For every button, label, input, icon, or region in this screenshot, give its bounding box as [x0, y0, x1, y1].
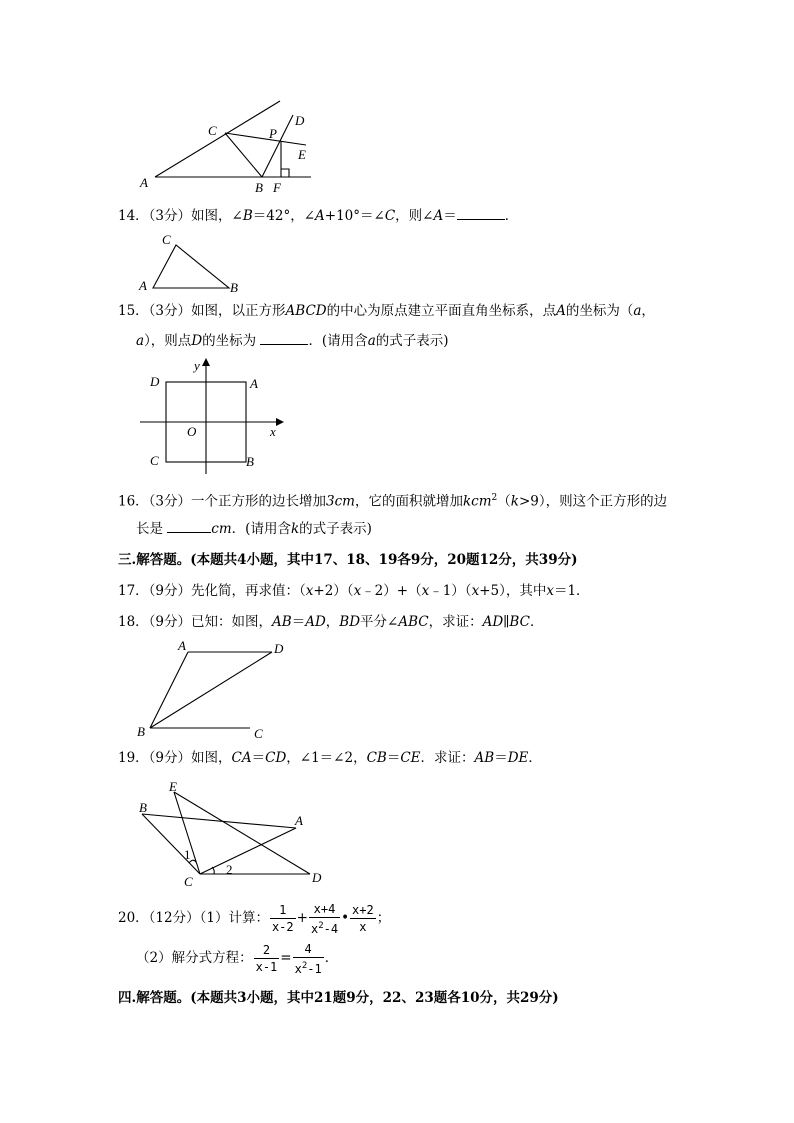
label-C: C	[162, 232, 171, 247]
label-F: F	[273, 180, 281, 195]
triangle-ABC	[153, 245, 229, 288]
label-A: A	[139, 278, 147, 293]
fraction-2: $\frac{x+4}{x^2-4}$	[310, 901, 339, 936]
section-3-heading: 三.解答题。(本题共4小题，其中17、18、19各9分，20题12分，共39分)	[118, 552, 578, 568]
angle-1-label: 1	[184, 847, 191, 862]
label-A: A	[295, 813, 303, 828]
label-B: B	[246, 454, 254, 469]
label-B: B	[230, 280, 238, 295]
segment-CE	[225, 133, 306, 145]
question-14: 14．（3分）如图，∠B＝42°，∠A+10°＝∠C，则∠A＝ ．	[118, 208, 519, 224]
label-C: C	[184, 874, 193, 889]
figure-q19	[132, 776, 332, 891]
question-17: 17．（9分）先化简，再求值：（x+2）（x﹣2）+（x﹣1）（x+5），其中x＝1．	[118, 583, 590, 599]
segment-BC	[142, 814, 200, 874]
label-D: D	[150, 374, 160, 389]
label-A: A	[140, 175, 148, 190]
segment-BA	[142, 814, 296, 828]
label-y: y	[194, 358, 200, 373]
right-angle-mark	[281, 169, 289, 177]
line-AC-ray	[155, 101, 280, 177]
question-16-line2: 长是 cm．(请用含k的式子表示)	[136, 521, 372, 537]
label-B: B	[137, 724, 145, 739]
figure-q18	[134, 636, 284, 741]
question-16-line1: 16．（3分）一个正方形的边长增加3cm，它的面积就增加kcm$^2$（k>9），则这个正方形的边	[118, 493, 668, 510]
segment-BD	[262, 115, 293, 177]
label-B: B	[255, 180, 263, 195]
label-D: D	[274, 641, 284, 656]
label-C: C	[150, 453, 159, 468]
figure-q14	[136, 230, 246, 295]
label-C: C	[208, 123, 217, 138]
label-D: D	[312, 870, 322, 885]
question-20-part1: 20．（12分）（1）计算： $\frac{1}{x-2}$ + $\frac{x+4}{x^2-4}$ • $\frac{x+2}{x}$ ；	[118, 901, 391, 936]
label-x: x	[270, 424, 276, 439]
label-A: A	[250, 376, 258, 391]
angle-2-arc	[212, 867, 214, 874]
figure-q13	[130, 95, 330, 195]
label-P: P	[269, 126, 277, 141]
label-E: E	[298, 147, 306, 162]
question-18: 18．（9分）已知：如图，AB＝AD，BD平分∠ABC，求证：AD∥BC．	[118, 614, 544, 630]
answer-blank	[167, 520, 211, 533]
label-B: B	[139, 800, 147, 815]
segment-ED	[174, 792, 310, 874]
segment-CB	[225, 133, 262, 177]
answer-blank	[260, 332, 308, 345]
label-O: O	[187, 424, 197, 439]
label-E: E	[169, 779, 177, 794]
fraction-3: $\frac{x+2}{x}$	[352, 903, 374, 934]
x-axis-arrow	[276, 418, 284, 426]
fraction-4: $\frac{2}{x-1}$	[255, 943, 278, 974]
angle-2-label: 2	[226, 862, 233, 877]
fraction-5: $\frac{4}{x^2-1}$	[294, 941, 322, 976]
segment-BD	[150, 652, 272, 728]
figure-q15	[136, 358, 286, 478]
question-19: 19．（9分）如图，CA＝CD，∠1＝∠2，CB＝CE．求证：AB＝DE．	[118, 750, 542, 766]
label-D: D	[295, 113, 305, 128]
segment-CA	[200, 828, 296, 874]
label-C: C	[254, 726, 263, 741]
question-20-part2: （2）解分式方程： $\frac{2}{x-1}$ = $\frac{4}{x^2-1}$ ．	[136, 941, 339, 976]
answer-blank	[457, 207, 505, 220]
label-A: A	[178, 638, 186, 653]
question-15-line1: 15．（3分）如图，以正方形ABCD的中心为原点建立平面直角坐标系，点A的坐标为（a，	[118, 303, 655, 319]
y-axis-arrow	[202, 358, 210, 366]
fraction-1: $\frac{1}{x-2}$	[271, 903, 294, 934]
section-4-heading: 四.解答题。(本题共3小题，其中21题9分，22、23题各10分，共29分)	[118, 990, 559, 1006]
question-15-line2: a），则点D的坐标为 ．(请用含a的式子表示)	[136, 333, 449, 349]
